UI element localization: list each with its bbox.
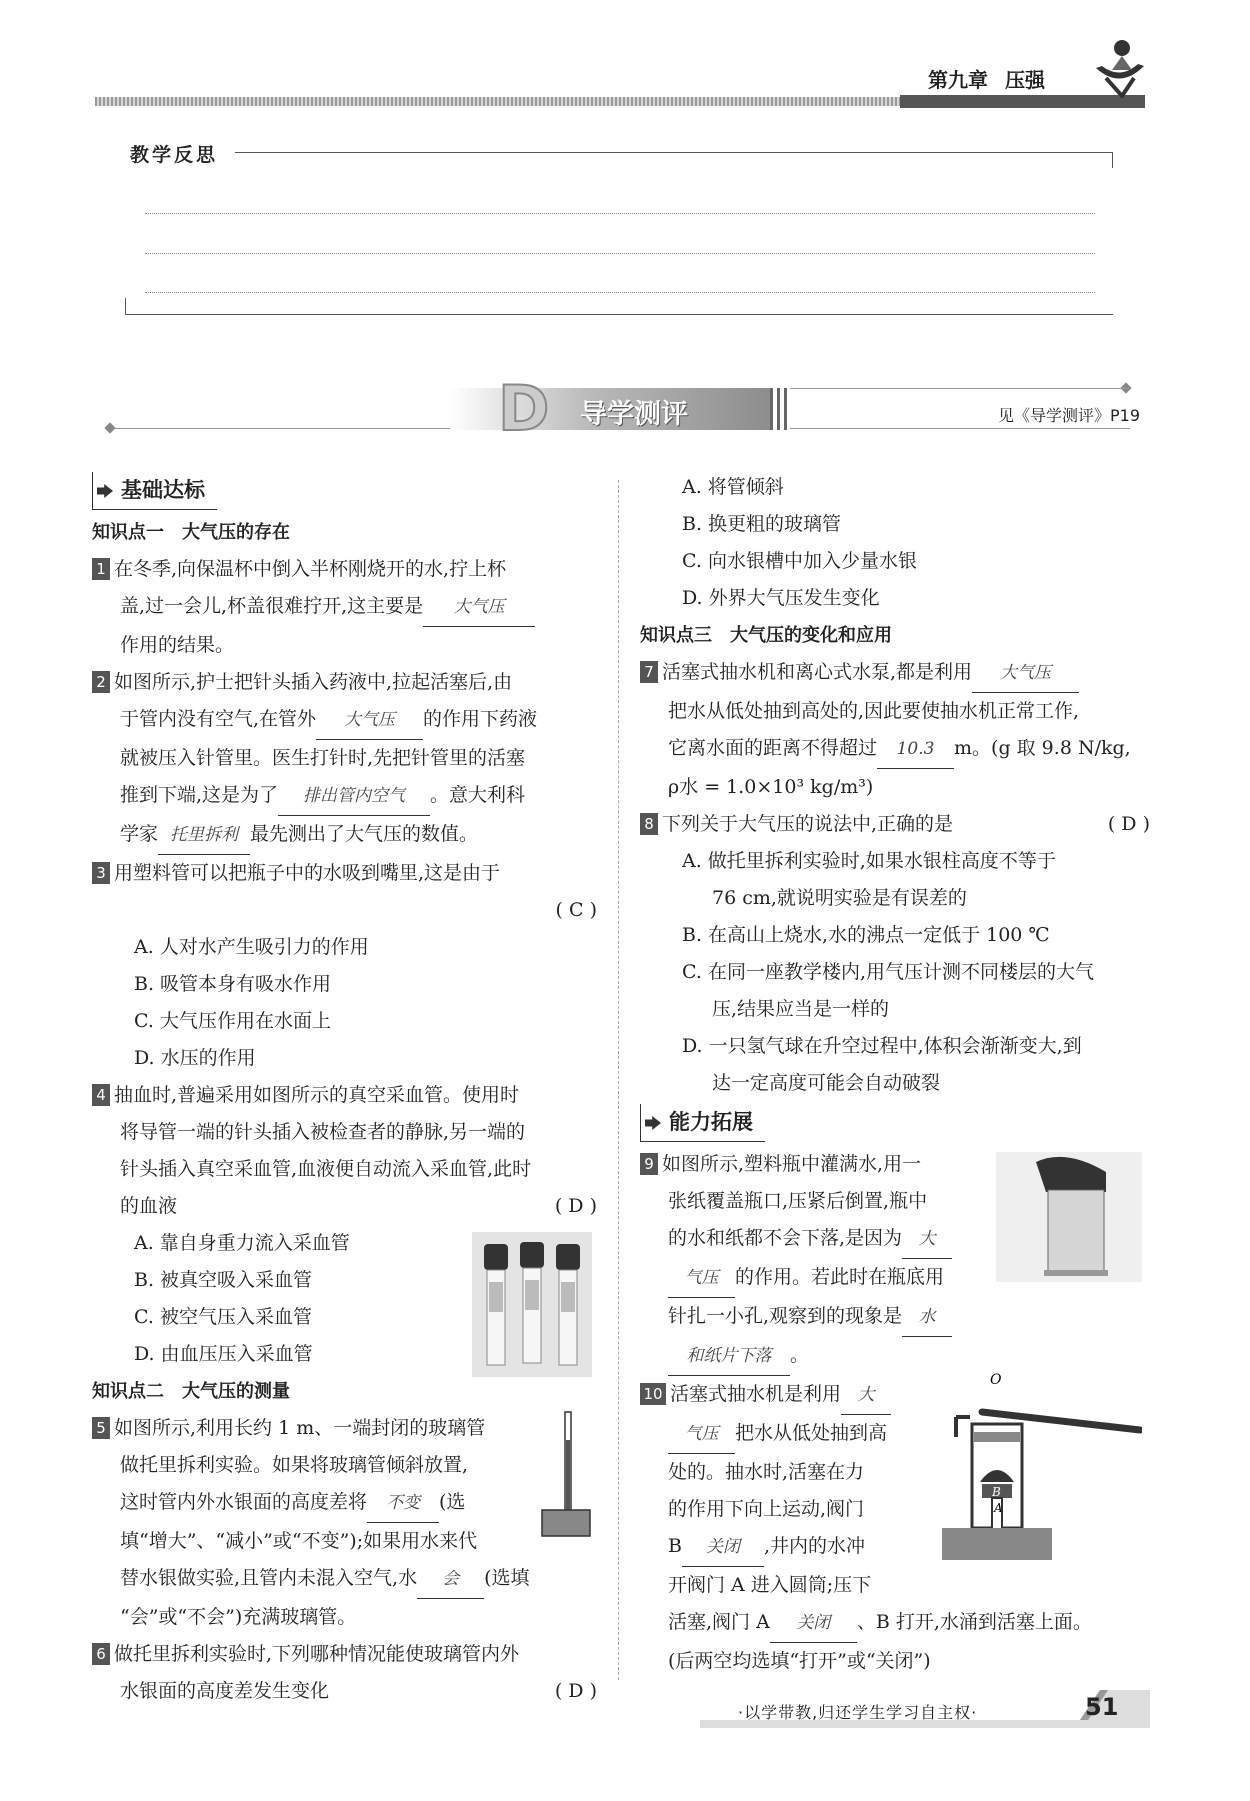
reflection-line bbox=[145, 213, 1095, 214]
answer-blank[interactable]: 气压 bbox=[668, 1416, 735, 1454]
page-number: 51 bbox=[1085, 1693, 1119, 1721]
heading-extend: 能力拓展 bbox=[640, 1104, 765, 1142]
answer-blank[interactable]: 大 bbox=[841, 1377, 891, 1415]
answer-blank[interactable]: 大气压 bbox=[316, 702, 423, 740]
question-text: 做托里拆利实验。如果将玻璃管倾斜放置, bbox=[120, 1454, 469, 1476]
question-5: 5 如图所示,利用长约 1 m、一端封闭的玻璃管 bbox=[92, 1410, 597, 1447]
footer-motto: ·以学带教,归还学生学习自主权· bbox=[738, 1703, 978, 1722]
option: A. 将管倾斜 bbox=[682, 476, 784, 498]
answer-blank[interactable]: 大气压 bbox=[972, 655, 1079, 693]
inverted-bottle-image bbox=[996, 1152, 1142, 1282]
arrow-icon bbox=[97, 484, 113, 498]
reflection-border-left bbox=[125, 298, 126, 314]
section-bars bbox=[770, 388, 790, 430]
option: A. 做托里拆利实验时,如果水银柱高度不等于 bbox=[682, 850, 1056, 872]
book-logo-icon bbox=[1092, 38, 1148, 98]
reflection-line bbox=[145, 292, 1095, 293]
reflection-title: 教学反思 bbox=[130, 144, 219, 166]
reflection-line bbox=[145, 253, 1095, 254]
answer-choice: ( D ) bbox=[1107, 813, 1150, 835]
answer-blank[interactable]: 10.3 bbox=[877, 731, 954, 769]
answer-blank[interactable]: 大气压 bbox=[423, 589, 535, 627]
question-2: 2 如图所示,护士把针头插入药液中,拉起活塞后,由 bbox=[92, 664, 597, 701]
question-7: 7 活塞式抽水机和离心式水泵,都是利用 大气压 bbox=[640, 654, 1150, 693]
answer-choice: ( D ) bbox=[554, 1680, 597, 1702]
option: 压,结果应当是一样的 bbox=[712, 998, 890, 1020]
answer-blank[interactable]: 托里拆利 bbox=[158, 817, 250, 855]
option: C. 被空气压入采血管 bbox=[134, 1306, 312, 1328]
option: C. 在同一座教学楼内,用气压计测不同楼层的大气 bbox=[682, 961, 1094, 983]
option: A. 人对水产生吸引力的作用 bbox=[134, 936, 369, 958]
option: B. 在高山上烧水,水的沸点一定低于 100 ℃ bbox=[682, 924, 1050, 946]
question-text: 填“增大”、“减小”或“不变”);如果用水来代 bbox=[120, 1530, 478, 1552]
answer-blank[interactable]: 气压 bbox=[668, 1260, 735, 1298]
question-text: (后两空均选填“打开”或“关闭”) bbox=[668, 1650, 931, 1672]
blood-collection-tubes-image bbox=[472, 1232, 592, 1377]
reflection-border bbox=[235, 152, 1113, 153]
arrow-icon bbox=[645, 1116, 661, 1130]
option: B. 被真空吸入采血管 bbox=[134, 1269, 313, 1291]
option: C. 大气压作用在水面上 bbox=[134, 1010, 331, 1032]
question-text: 处的。抽水时,活塞在力 bbox=[668, 1461, 865, 1483]
option: A. 靠自身重力流入采血管 bbox=[134, 1232, 350, 1254]
question-text: 的作用下向上运动,阀门 bbox=[668, 1498, 865, 1520]
question-text: 作用的结果。 bbox=[120, 634, 235, 656]
question-text: 就被压入针管里。医生打针时,先把针管里的活塞 bbox=[120, 747, 526, 769]
question-1: 1 在冬季,向保温杯中倒入半杯刚烧开的水,拧上杯 bbox=[92, 551, 597, 588]
question-4: 4 抽血时,普遍采用如图所示的真空采血管。使用时 bbox=[92, 1077, 597, 1114]
section-reference: 见《导学测评》P19 bbox=[998, 406, 1141, 425]
knowledge-point-2: 知识点二 大气压的测量 bbox=[92, 1381, 290, 1402]
question-text: 将导管一端的针头插入被检查者的静脉,另一端的 bbox=[120, 1121, 526, 1143]
option: 达一定高度可能会自动破裂 bbox=[712, 1072, 941, 1094]
question-text: 把水从低处抽到高处的,因此要使抽水机正常工作, bbox=[668, 700, 1080, 722]
question-10: 10 活塞式抽水机是利用 大 bbox=[640, 1376, 1150, 1415]
chapter-title: 第九章 压强 bbox=[928, 68, 1045, 92]
question-text: “会”或“不会”)充满玻璃管。 bbox=[120, 1606, 357, 1628]
answer-blank[interactable]: 关闭 bbox=[682, 1529, 764, 1567]
section-rule-upper bbox=[790, 388, 1130, 389]
answer-blank[interactable]: 会 bbox=[417, 1561, 484, 1599]
option: D. 由血压压入采血管 bbox=[134, 1343, 313, 1365]
question-8: 8 下列关于大气压的说法中,正确的是 ( D ) bbox=[640, 806, 1150, 843]
option: 76 cm,就说明实验是有误差的 bbox=[712, 887, 967, 909]
question-6: 6 做托里拆利实验时,下列哪种情况能使玻璃管内外 bbox=[92, 1636, 597, 1673]
question-text: 开阀门 A 进入圆筒;压下 bbox=[668, 1574, 872, 1596]
question-text: 针头插入真空采血管,血液便自动流入采血管,此时 bbox=[120, 1158, 532, 1180]
option: C. 向水银槽中加入少量水银 bbox=[682, 550, 917, 572]
heading-basic: 基础达标 bbox=[92, 472, 217, 510]
question-9: 9 如图所示,塑料瓶中灌满水,用一 bbox=[640, 1146, 1150, 1183]
answer-blank[interactable]: 关闭 bbox=[770, 1605, 857, 1643]
option: D. 外界大气压发生变化 bbox=[682, 587, 880, 609]
right-column: A. 将管倾斜 B. 换更粗的玻璃管 C. 向水银槽中加入少量水银 D. 外界大气压发生变化 知识点三 大气压的变化和应用 7 活塞式抽水机和离心式水泵,都是利用 大气压 把水从低处抽到高处的,因此要使抽水机正常工作, 它离水面的距离不得超过 10.3 m。(g 取 9.8 N/kg, ρ水 = 1.0×10³ kg/m³) 8 下列关于大气压的说法中,正确的是 ( D ) A. 做托里拆利实验时,如果水银柱高度不等于 76 cm,就说明实验是有误差的 B. 在高山上烧水,水的沸点一定低于 100 ℃ C. 在同一座教学楼内,用气压计测不同楼层的大气 压,结果应当是一样的 D. 一只氢气球在升空过程中,体积会渐渐变大,到 达一定高度可能会自动破裂 能力拓展 9 如图所示,塑料瓶中灌满水,用一 张纸覆盖瓶口,压紧后倒置,瓶中 的水和纸都不会下落,是因为 大 气压 的作用。若此时在瓶底用 针扎一小孔,观察到的现象是 水 和纸片下落 。 10 活塞式抽水机是利用 大 气压 把水从低处抽到高 处的。抽水时,活塞在力 的作用下向上运动,阀门 B 关闭 ,井内的水冲 开阀门 A 进入圆筒;压下 活塞,阀门 A 关闭 、B 打开,水涌到活塞上面。 (后两空均选填“打开”或“关闭”) bbox=[640, 470, 1150, 1680]
option: D. 一只氢气球在升空过程中,体积会渐渐变大,到 bbox=[682, 1035, 1082, 1057]
knowledge-point-1: 知识点一 大气压的存在 bbox=[92, 522, 290, 543]
option: B. 换更粗的玻璃管 bbox=[682, 513, 842, 535]
question-text: ρ水 = 1.0×10³ kg/m³) bbox=[668, 776, 874, 798]
answer-blank[interactable]: 水 bbox=[902, 1299, 952, 1337]
question-3: 3 用塑料管可以把瓶子中的水吸到嘴里,这是由于 bbox=[92, 855, 597, 892]
answer-choice: ( D ) bbox=[554, 1195, 597, 1217]
label-o: O bbox=[990, 1372, 1002, 1388]
label-a: A bbox=[994, 1501, 1003, 1515]
left-column: 基础达标 知识点一 大气压的存在 1 在冬季,向保温杯中倒入半杯刚烧开的水,拧上杯 盖,过一会儿,杯盖很难拧开,这主要是 大气压 作用的结果。 2 如图所示,护士把针头插入药液中,拉起活塞后,由 于管内没有空气,在管外 大气压 的作用下药液 就被压入针管里。医生打针时,先把针管里的活塞 推到下端,这是为了 排出管内空气 。意大利科 学家 托里拆利 最先测出了大气压的数值。 3 用塑料管可以把瓶子中的水吸到嘴里,这是由于 ( C ) A. 人对水产生吸引力的作用 B. 吸管本身有吸水作用 C. 大气压作用在水面上 D. 水压的作用 4 抽血时,普遍采用如图所示的真空采血管。使用时 将导管一端的针头插入被检查者的静脉,另一端的 针头插入真空采血管,血液便自动流入采血管,此时 的血液 ( D ) A. 靠自身重力流入采血管 B. 被真空吸入采血管 C. 被空气压入采血管 D. 由血压压入采血管 知识点二 大气压的测量 5 如图所示,利用长约 1 m、一端封闭的玻璃管 做托里拆利实验。如果将玻璃管倾斜放置, 这时管内外水银面的高度差将 不变 (选 填“增大”、“减小”或“不变”);如果用水来代 替水银做实验,且管内未混入空气,水 会 (选填 “会”或“不会”)充满玻璃管。 6 做托里拆利实验时,下列哪种情况能使玻璃管内外 水银面的高度差发生变化 ( D ) bbox=[92, 470, 597, 1710]
reflection-border-right bbox=[1112, 152, 1113, 168]
section-title: 导学测评 bbox=[580, 399, 688, 430]
reflection-border-bottom bbox=[125, 314, 1113, 315]
option: B. 吸管本身有吸水作用 bbox=[134, 973, 332, 995]
answer-blank[interactable]: 不变 bbox=[367, 1485, 439, 1523]
answer-blank[interactable]: 和纸片下落 bbox=[668, 1338, 790, 1376]
barometer-tube-image bbox=[538, 1410, 594, 1540]
diamond-icon bbox=[104, 422, 115, 433]
answer-choice: ( C ) bbox=[555, 899, 597, 921]
answer-blank[interactable]: 排出管内空气 bbox=[278, 778, 430, 816]
option: D. 水压的作用 bbox=[134, 1047, 256, 1069]
answer-blank[interactable]: 大 bbox=[902, 1221, 952, 1259]
label-b: B bbox=[992, 1485, 1001, 1499]
section-letter: D bbox=[498, 372, 550, 445]
column-divider bbox=[618, 480, 619, 1680]
piston-pump-diagram bbox=[942, 1372, 1142, 1562]
knowledge-point-3: 知识点三 大气压的变化和应用 bbox=[640, 625, 892, 646]
question-text: 张纸覆盖瓶口,压紧后倒置,瓶中 bbox=[668, 1190, 928, 1212]
